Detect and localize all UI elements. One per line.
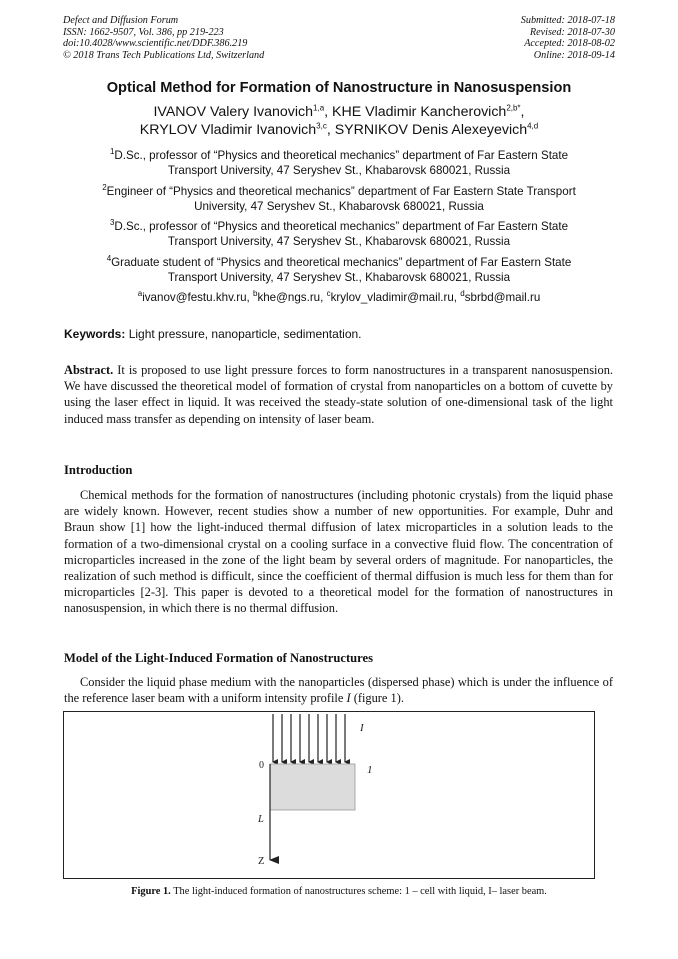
- model-text-b: (figure 1).: [350, 691, 404, 706]
- email-link[interactable]: khe@ngs.ru,: [257, 291, 327, 304]
- author-sep: ,: [326, 122, 335, 138]
- email-link[interactable]: krylov_vladimir@mail.ru,: [330, 291, 461, 304]
- keywords: [64, 327, 362, 341]
- email-link[interactable]: ivanov@festu.khv.ru,: [142, 291, 253, 304]
- affiliation-line: Engineer of “Physics and theoretical mechanics” department of Far Eastern State Transport: [106, 185, 576, 198]
- author-1: IVANOV Valery Ivanovich: [153, 104, 314, 120]
- abstract: [64, 362, 613, 427]
- section-heading-model: Model of the Light-Induced Formation of Nanostructures: [64, 651, 374, 665]
- affiliation-2: [80, 185, 598, 214]
- affiliation-line: Graduate student of “Physics and theoretical mechanics” department of Far Eastern State: [111, 256, 572, 269]
- author-3-sup: 3,c: [316, 121, 327, 131]
- email-sup: b: [252, 289, 258, 299]
- doi: doi:10.4028/www.scientific.net/DDF.386.219: [63, 38, 248, 49]
- model-text-a: Consider the liquid phase medium with the nanoparticles (dispersed phase) which is under the influence of the reference laser beam with a uniform intensity profile: [64, 675, 613, 706]
- affiliation-sup: 2: [102, 183, 107, 193]
- author-3: KRYLOV Vladimir Ivanovich: [139, 122, 317, 138]
- introduction-text: Chemical methods for the formation of nanostructures (including photonic crystals) from the liquid phase are widely known. However, recent studies show a number of new opportunities. For example, Duhr and Braun show [1] how the light-induced thermal diffusion of latex microparticles in a solution leads to the formation of a two-dimensional crystal on a cooling surface in a convective fluid flow. The concentration of microparticles increased in the zone of the light beam by several orders of magnitude. For nanoparticles, the realization of such method is difficult, since the coefficient of thermal diffusion is much less for them than for microparticles [2-3]. This paper is devoted to a theoretical model for the formation of nanostructures in nanosuspension, in which there is no thermal diffusion.: [64, 488, 613, 616]
- section-heading-introduction: Introduction: [64, 463, 133, 477]
- issn: ISSN: 1662-9507, Vol. 386, pp 219-223: [63, 26, 224, 38]
- caption-text: The light-induced formation of nanostructures scheme: 1 – cell with liquid, I– laser beam.: [170, 886, 547, 897]
- authors: [0, 103, 678, 139]
- label-length: L: [258, 814, 264, 825]
- author-sep: ,: [324, 104, 333, 120]
- author-2: KHE Vladimir Kancherovich: [332, 104, 507, 120]
- author-4: SYRNIKOV Denis Alexeyevich: [334, 122, 528, 138]
- affiliation-line: Transport University, 47 Seryshev St., Khabarovsk 680021, Russia: [167, 163, 511, 177]
- label-z: Z: [258, 856, 265, 867]
- intensity-symbol: I: [346, 691, 351, 706]
- laser-beam-arrows: [273, 714, 345, 762]
- author-emails: [0, 291, 678, 304]
- label-intensity: I: [360, 722, 364, 734]
- affiliation-line: Transport University, 47 Seryshev St., Khabarovsk 680021, Russia: [167, 270, 511, 284]
- abstract-label: Abstract.: [64, 363, 114, 377]
- email-sup: d: [460, 289, 465, 299]
- figure-1-diagram: [64, 712, 594, 878]
- affiliation-sup: 1: [109, 147, 115, 157]
- author-4-sup: 4,d: [527, 121, 539, 131]
- email-sup: a: [137, 289, 143, 299]
- author-1-sup: 1,a: [313, 103, 325, 113]
- accepted-date: Accepted: 2018-08-02: [524, 38, 615, 49]
- author-sep: ,: [520, 104, 525, 120]
- email-link[interactable]: sbrbd@mail.ru: [464, 291, 541, 304]
- paper-title: Optical Method for Formation of Nanostructure in Nanosuspension: [106, 80, 572, 96]
- affiliation-line: D.Sc., professor of “Physics and theoretical mechanics” department of Far Eastern State: [114, 220, 569, 233]
- keywords-label: Keywords:: [64, 327, 126, 341]
- affiliation-line: Transport University, 47 Seryshev St., Khabarovsk 680021, Russia: [167, 234, 511, 248]
- dates-header: [521, 15, 615, 61]
- affiliation-3: [80, 220, 598, 249]
- affiliation-line: University, 47 Seryshev St., Khabarovsk 680021, Russia: [194, 199, 484, 213]
- journal-name: Defect and Diffusion Forum: [63, 15, 179, 26]
- journal-header: [63, 15, 264, 61]
- model-text: [64, 674, 613, 706]
- author-2-sup: 2,b*: [506, 103, 521, 113]
- submitted-date: Submitted: 2018-07-18: [520, 15, 615, 26]
- affiliation-sup: 4: [106, 254, 112, 264]
- affiliation-line: D.Sc., professor of “Physics and theoretical mechanics” department of Far Eastern State: [114, 149, 569, 162]
- liquid-cell: [270, 764, 355, 810]
- abstract-text: It is proposed to use light pressure forces to form nanostructures in a transparent nanosuspension. We have discussed the theoretical model of formation of crystal from nanoparticles on a bottom of cuvette by using the laser effect in liquid. It was received the steady-state solution of one-dimensional task of the light induced mass transfer as depending on intensity of laser beam.: [64, 363, 613, 426]
- keywords-text: Light pressure, nanoparticle, sedimentation.: [125, 327, 362, 341]
- revised-date: Revised: 2018-07-30: [529, 26, 615, 38]
- affiliation-1: [80, 149, 598, 178]
- caption-label: Figure 1.: [131, 886, 171, 897]
- label-cell: 1: [367, 764, 373, 776]
- affiliation-4: [80, 256, 598, 285]
- figure-1: [63, 711, 595, 879]
- label-origin: 0: [259, 760, 264, 771]
- figure-1-caption: [0, 886, 678, 897]
- copyright: © 2018 Trans Tech Publications Ltd, Switzerland: [63, 49, 265, 61]
- email-sup: c: [326, 289, 331, 299]
- affiliation-sup: 3: [109, 218, 115, 228]
- online-date: Online: 2018-09-14: [533, 49, 615, 61]
